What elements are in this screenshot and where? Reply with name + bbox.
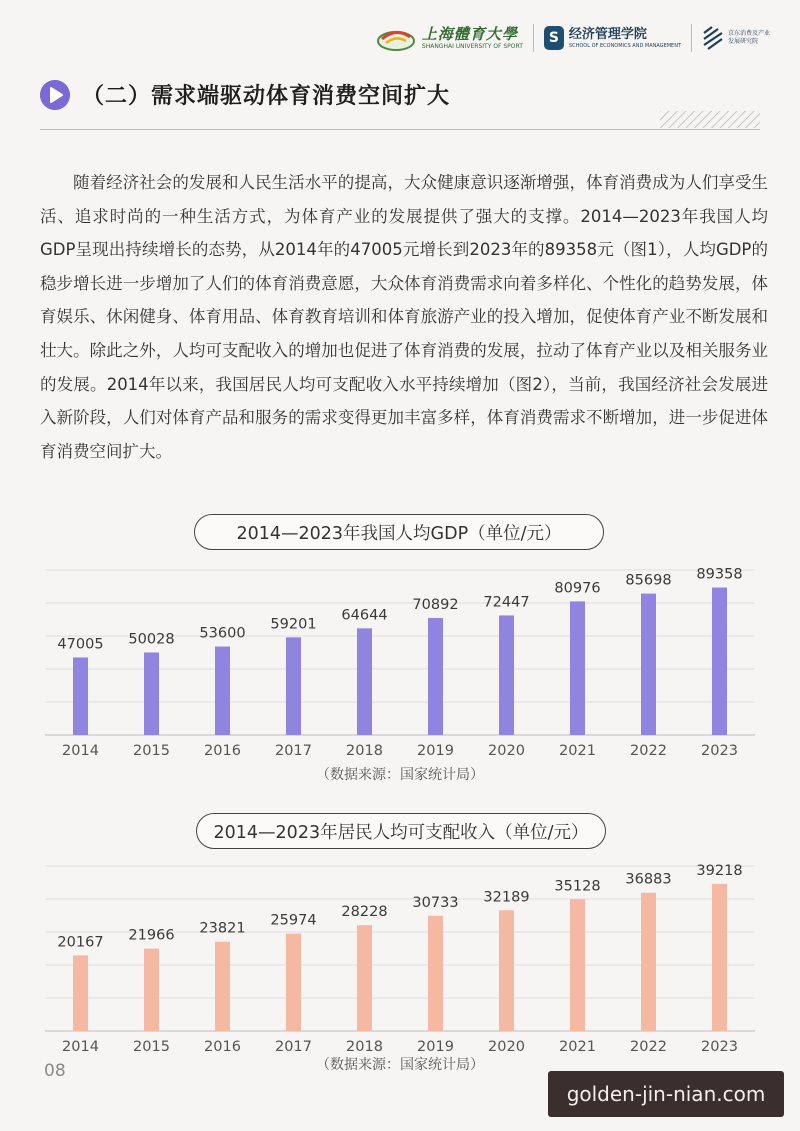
school-name-cn: 经济管理学院	[568, 26, 647, 42]
section-title: （二）需求端驱动体育消费空间扩大	[82, 84, 451, 109]
data-label-2015: 21966	[128, 927, 175, 944]
school-name-en: SCHOOL OF ECONOMICS AND MANAGEMENT	[568, 42, 681, 49]
logo-divider	[691, 24, 692, 52]
bar-2020	[499, 615, 514, 735]
bar-2022	[641, 893, 656, 1031]
x-tick-label-2015: 2015	[133, 1039, 170, 1055]
bar-2023	[712, 588, 727, 735]
data-label-2020: 72447	[483, 594, 530, 611]
x-tick-label-2018: 2018	[346, 1039, 383, 1055]
x-tick-label-2015: 2015	[133, 743, 170, 759]
x-tick-label-2018: 2018	[346, 743, 383, 759]
page-header	[376, 16, 772, 60]
data-label-2015: 50028	[128, 631, 175, 648]
university-name-cn: 上海體育大學	[421, 24, 518, 43]
x-tick-label-2021: 2021	[559, 1039, 596, 1055]
bar-2020	[499, 910, 514, 1031]
s-badge-icon: S	[544, 26, 564, 50]
sport-university-emblem-icon	[376, 25, 416, 51]
logo-divider	[533, 24, 534, 52]
data-label-2022: 85698	[625, 572, 672, 589]
x-tick-label-2017: 2017	[275, 1039, 312, 1055]
jd-stripes-icon	[702, 25, 724, 51]
bar-2017	[286, 637, 301, 735]
data-label-2023: 39218	[696, 862, 743, 879]
bar-2023	[712, 884, 727, 1031]
bar-2016	[215, 942, 230, 1031]
x-tick-label-2022: 2022	[630, 1039, 667, 1055]
x-tick-label-2016: 2016	[204, 743, 241, 759]
shanghai-university-of-sport-logo	[376, 25, 523, 51]
bar-2022	[641, 594, 656, 735]
bar-2019	[428, 916, 443, 1031]
data-label-2016: 23821	[199, 920, 246, 937]
institute-name: 京东消费及产业发展研究院	[728, 30, 771, 45]
page-number: 08	[44, 1061, 66, 1081]
play-circle-icon	[40, 80, 70, 110]
bar-2015	[144, 949, 159, 1031]
bar-2014	[73, 955, 88, 1031]
disposable-income-bar-chart	[0, 856, 800, 1056]
x-tick-label-2014: 2014	[62, 743, 99, 759]
data-label-2014: 47005	[57, 636, 104, 653]
x-tick-label-2019: 2019	[417, 1039, 454, 1055]
x-tick-label-2020: 2020	[488, 1039, 525, 1055]
bar-2019	[428, 618, 443, 735]
x-tick-label-2022: 2022	[630, 743, 667, 759]
body-paragraph-text: 随着经济社会的发展和人民生活水平的提高，大众健康意识逐渐增强，体育消费成为人们享受生活、追求时尚的一种生活方式，为体育产业的发展提供了强大的支撑。2014—2023年我国人均GDP呈现出持续增长的态势，从2014年的47005元增长到2023年的89358元（图1），人均GDP的稳步增长进一步增加了人们的体育消费意愿，大众体育消费需求向着多样化、个性化的趋势发展，体育娱乐、休闲健身、体育用品、体育教育培训和体育旅游产业的投入增加，促使体育产业不断发展和壮大。除此之外，人均可支配收入的增加也促进了体育消费的发展，拉动了体育产业以及相关服务业的发展。2014年以来，我国居民人均可支配收入水平持续增加（图2），当前，我国经济社会发展进入新阶段，人们对体育产品和服务的需求变得更加丰富多样，体育消费需求不断增加，进一步促进体育消费空间扩大。	[40, 173, 768, 461]
chart-2-source: （数据来源：国家统计局）	[316, 1057, 484, 1073]
data-label-2023: 89358	[696, 566, 743, 583]
data-label-2018: 28228	[341, 904, 388, 921]
data-label-2020: 32189	[483, 889, 530, 906]
x-tick-label-2016: 2016	[204, 1039, 241, 1055]
school-of-economics-logo	[544, 26, 681, 50]
data-label-2016: 53600	[199, 625, 246, 642]
jd-institute-logo	[702, 25, 772, 51]
data-label-2014: 20167	[57, 934, 104, 951]
data-label-2017: 25974	[270, 912, 317, 929]
chart-2-title: 2014—2023年居民人均可支配收入（单位/元）	[196, 813, 606, 849]
chart-1-source: （数据来源：国家统计局）	[316, 767, 484, 783]
bar-2016	[215, 647, 230, 735]
x-tick-label-2023: 2023	[701, 1039, 738, 1055]
x-tick-label-2021: 2021	[559, 743, 596, 759]
bar-2018	[357, 925, 372, 1031]
data-label-2021: 80976	[554, 580, 601, 597]
bar-2021	[570, 601, 585, 735]
x-tick-label-2023: 2023	[701, 743, 738, 759]
x-tick-label-2020: 2020	[488, 743, 525, 759]
data-label-2017: 59201	[270, 616, 317, 633]
bar-2021	[570, 899, 585, 1031]
decorative-hatch	[660, 111, 760, 128]
section-divider	[40, 129, 760, 130]
chart-1-title: 2014—2023年我国人均GDP（单位/元）	[194, 514, 604, 550]
data-label-2022: 36883	[625, 871, 672, 888]
university-name-en: SHANGHAI UNIVERSITY OF SPORT	[421, 42, 523, 50]
x-tick-label-2014: 2014	[62, 1039, 99, 1055]
bar-2014	[73, 657, 88, 735]
data-label-2019: 30733	[412, 894, 459, 911]
data-label-2018: 64644	[341, 607, 388, 624]
watermark: golden-jin-nian.com	[548, 1071, 784, 1117]
x-tick-label-2017: 2017	[275, 743, 312, 759]
x-tick-label-2019: 2019	[417, 743, 454, 759]
data-label-2019: 70892	[412, 597, 459, 614]
bar-2017	[286, 934, 301, 1031]
bar-2018	[357, 628, 372, 735]
data-label-2021: 35128	[554, 878, 601, 895]
bar-2015	[144, 652, 159, 735]
body-paragraph	[40, 166, 768, 468]
gdp-per-capita-bar-chart	[0, 560, 800, 760]
